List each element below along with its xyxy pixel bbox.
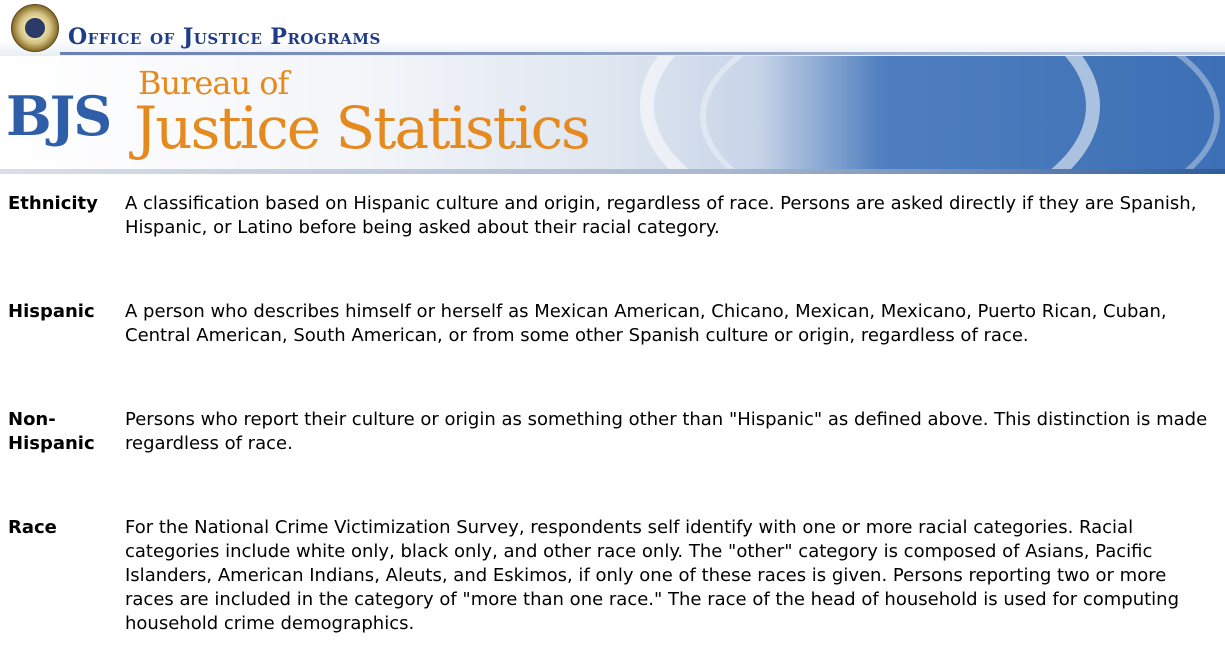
definition-term: Non-Hispanic	[8, 409, 95, 454]
header-divider	[60, 52, 1225, 55]
definition-term: Race	[8, 517, 57, 538]
bjs-banner[interactable]	[0, 56, 1225, 174]
banner-decoration	[700, 56, 1220, 174]
ojp-header	[0, 0, 1225, 56]
doj-seal-icon[interactable]	[11, 4, 59, 52]
definition-description: For the National Crime Victimization Survey, respondents self identify with one or more racial categories. Racial categories include white only, black only, and other race only. The "other" category is composed of Asians, Pacific Islanders, American Indians, Aleuts, and Eskimos, if only one of these races is given. Persons reporting two or more races are included in the category of "more than one race." The race of the head of household is used for computing household crime demographics.	[125, 517, 1180, 634]
definition-description: Persons who report their culture or origin as something other than "Hispanic" as defined above. This distinction is made regardless of race.	[125, 409, 1208, 454]
banner-bottom-strip	[0, 169, 1225, 174]
ojp-title-link[interactable]: Office of Justice Programs	[68, 24, 381, 50]
definition-description: A person who describes himself or herself as Mexican American, Chicano, Mexican, Mexicano, Puerto Rican, Cuban, Central American, South American, or from some other Spanish culture or origin, regardless of race.	[125, 301, 1167, 346]
bjs-logo: BJS	[6, 84, 111, 148]
seal-center	[23, 16, 47, 40]
bjs-title-line1: Bureau of	[138, 64, 289, 102]
definition-description: A classification based on Hispanic culture and origin, regardless of race. Persons are asked directly if they are Spanish, Hispanic, or Latino before being asked about their racial category.	[125, 193, 1197, 238]
bjs-title-line2: Justice Statistics	[134, 94, 589, 162]
definition-term: Ethnicity	[8, 193, 98, 214]
definition-term: Hispanic	[8, 301, 95, 322]
